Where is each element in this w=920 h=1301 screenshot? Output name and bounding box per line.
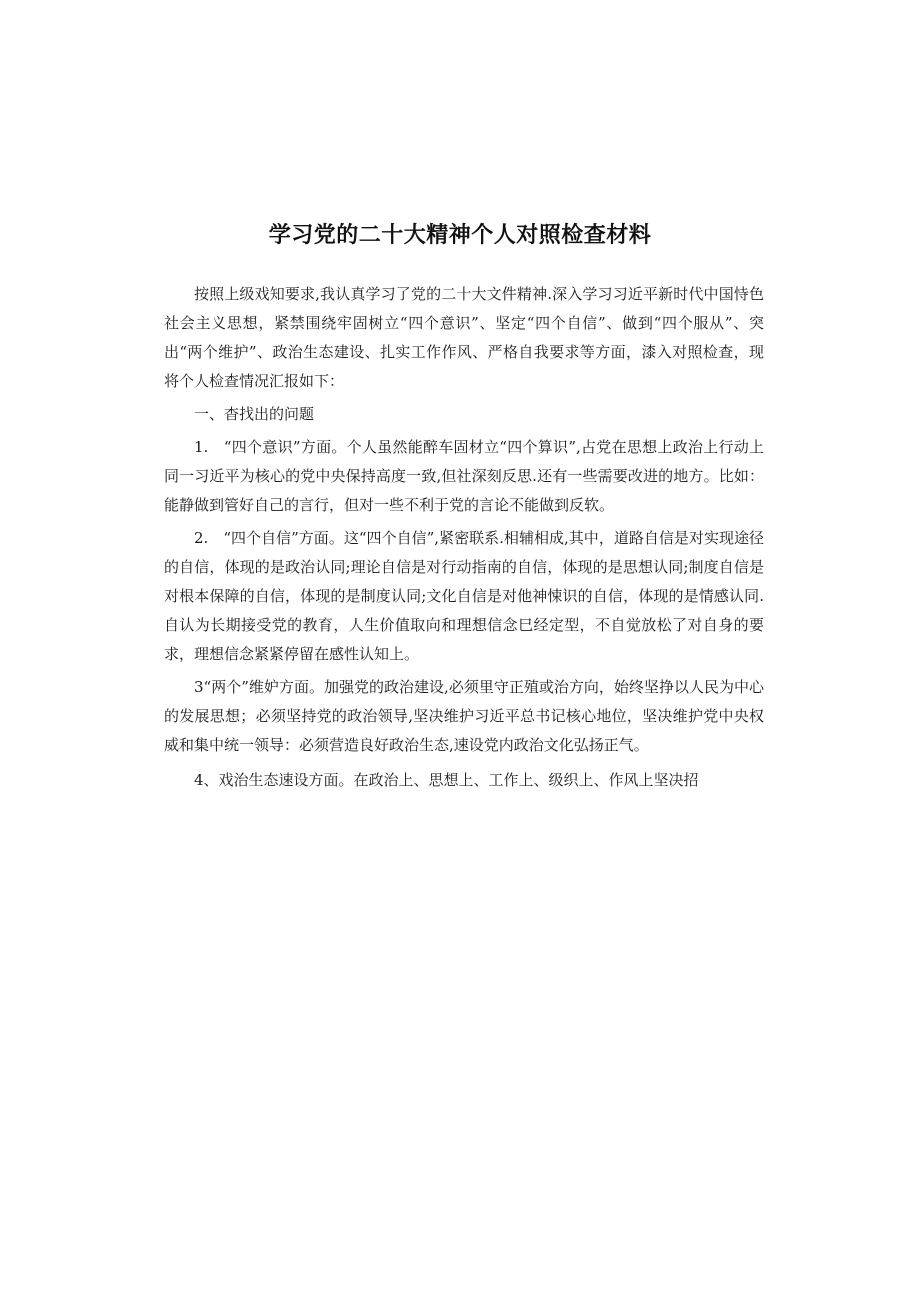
item-paragraph-2: 2. “四个自信”方面。这“四个自信”,紧密联系.相辅相成,其中，道路自信是对实现途径的自信，体现的是政治认同;理论自信是对行动指南的自信，体现的是思想认同;制度自信是对根本保障的自信，体现的是制度认同;文化自信是对他神悚识的自信，体现的是情感认同.自认为长期接受党的教育，人生价值取向和理想信念巳经定型，不自觉放松了对自身的要求，理想信念紧紧停留在感性认知上。 (164, 529, 764, 663)
item-paragraph-3: 3“两个”维妒方面。加强党的政治建设,必须里守正殖或治方向，始终坚挣以人民为中心的发展思想；必须坚持党的政治领导,坚决维护习近平总书记核心地位，坚决维护党中央权威和集中统一领导：必须营造良好政治生态,速设党内政治文化弘扬正气。 (164, 678, 764, 754)
section-heading: 一、杳找出的问题 (194, 405, 315, 423)
document-title: 学习党的二十大精神个人对照检查材料 (268, 223, 652, 248)
document-body (164, 280, 764, 799)
item-paragraph-1: 1. “四个意识”方面。个人虽然能醉车固材立“四个算识”,占党在思想上政治上行动上同一习近平为核心的党中央保持高度一致,但社深刻反思.还有一些需要改进的地方。比如：能静做到管好自己的言行，但对一些不利于党的言论不能做到反软。 (164, 438, 764, 514)
intro-paragraph: 按照上级戏知要求,我认真学习了党的二十大文件精神.深入学习习近平新时代中国恃色社会主义思想，紧禁围绕牢固树立“四个意识”、坚定“四个自信”、做到“四个服从”、突出“两个维护”、政治生态建设、扎实工作作风、严格自我要求等方面，漆入对照检查，现将个人检查情况汇报如下： (164, 285, 764, 390)
item-paragraph-4: 4、戏治生态速设方面。在政治上、思想上、工作上、级织上、作风上坚决招 (194, 771, 699, 789)
